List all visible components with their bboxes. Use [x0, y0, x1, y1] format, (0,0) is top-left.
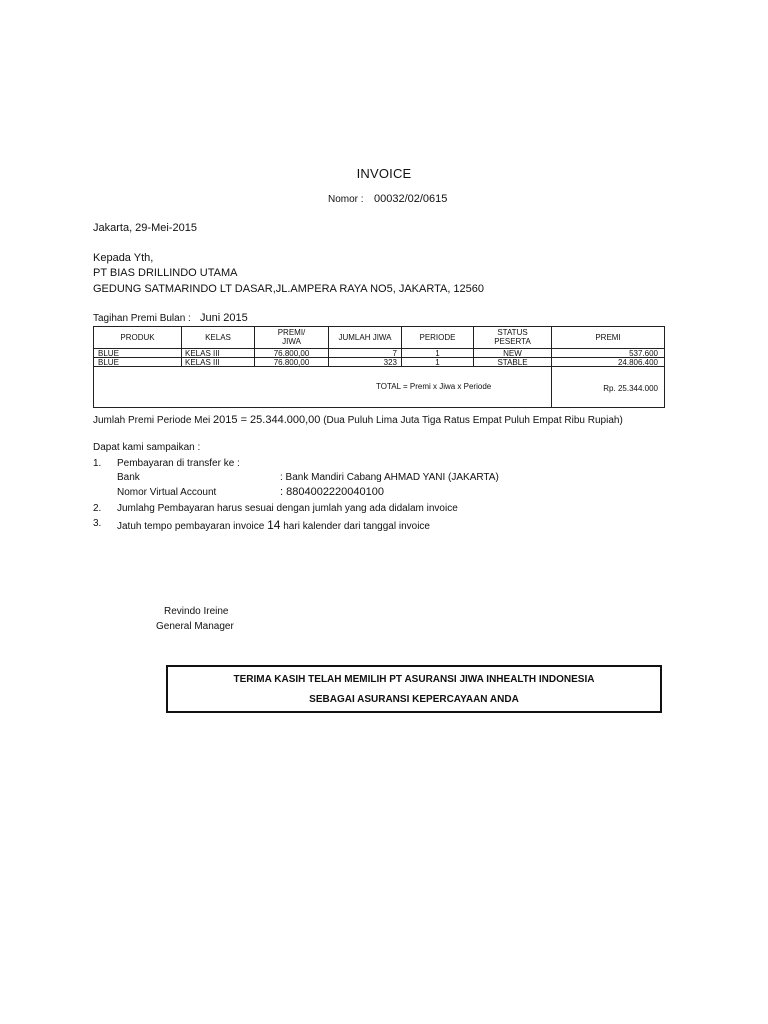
table-cell: 1 — [435, 349, 440, 358]
table-header-kelas: KELAS — [205, 333, 231, 342]
table-header-periode: PERIODE — [419, 333, 456, 342]
table-cell: KELAS III — [185, 349, 220, 358]
list-item-text: Pembayaran di transfer ke : — [117, 458, 240, 469]
thank-you-box — [166, 665, 662, 713]
summary-label: Jumlah Premi Periode Mei — [93, 415, 211, 426]
recipient-greeting: Kepada Yth, — [93, 252, 154, 264]
invoice-title: INVOICE — [356, 166, 412, 181]
due-days: 14 — [267, 518, 281, 532]
table-cell: 76.800,00 — [273, 358, 310, 367]
table-cell: 24.806.400 — [617, 358, 658, 367]
table-cell: BLUE — [98, 349, 119, 358]
list-item-text — [117, 518, 430, 532]
signer-name: Revindo Ireine — [164, 606, 229, 617]
premium-table — [93, 326, 665, 408]
invoice-number-value: 00032/02/0615 — [374, 193, 448, 205]
recipient-company: PT BIAS DRILLINDO UTAMA — [93, 267, 238, 279]
thank-you-line-2: SEBAGAI ASURANSI KEPERCAYAAN ANDA — [309, 694, 519, 705]
list-item-number: 2. — [93, 503, 102, 514]
table-header-premi-jiwa: PREMI/ JIWA — [277, 328, 306, 346]
invoice-number-label: Nomor : — [328, 194, 364, 205]
thank-you-line-1: TERIMA KASIH TELAH MEMILIH PT ASURANSI JIWA INHEALTH INDONESIA — [233, 674, 595, 685]
summary-amount: 2015 = 25.344.000,00 — [213, 414, 321, 426]
table-cell: 1 — [435, 358, 440, 367]
list-item-text: Jumlahg Pembayaran harus sesuai dengan jumlah yang ada didalam invoice — [117, 503, 458, 514]
table-header-status: STATUS PESERTA — [494, 328, 531, 346]
table-cell: 537.600 — [629, 349, 658, 358]
table-cell: KELAS III — [185, 358, 220, 367]
summary-line — [93, 414, 623, 426]
table-cell: 76.800,00 — [273, 349, 310, 358]
bank-value: : Bank Mandiri Cabang AHMAD YANI (JAKARTA) — [280, 472, 499, 483]
table-cell: NEW — [503, 349, 522, 358]
signer-title: General Manager — [156, 621, 234, 632]
table-header-jumlah-jiwa: JUMLAH JIWA — [338, 333, 392, 342]
summary-words: (Dua Puluh Lima Juta Tiga Ratus Empat Puluh Empat Ribu Rupiah) — [323, 415, 623, 426]
table-cell: STABLE — [497, 358, 528, 367]
virtual-account-label: Nomor Virtual Account — [117, 487, 217, 498]
billing-month-value: Juni 2015 — [200, 312, 248, 324]
list-item-number: 3. — [93, 518, 102, 529]
bank-label: Bank — [117, 472, 140, 483]
notes-intro: Dapat kami sampaikan : — [93, 442, 201, 453]
total-value: Rp. 25.344.000 — [603, 384, 658, 393]
table-cell: 323 — [383, 358, 397, 367]
table-cell: 7 — [392, 349, 397, 358]
list-item-number: 1. — [93, 458, 102, 469]
table-header-produk: PRODUK — [120, 333, 155, 342]
billing-month-label: Tagihan Premi Bulan : — [93, 313, 191, 324]
virtual-account-value: : 8804002220040100 — [280, 486, 384, 498]
recipient-address: GEDUNG SATMARINDO LT DASAR,JL.AMPERA RAYA NO5, JAKARTA, 12560 — [93, 283, 485, 295]
due-text-a: Jatuh tempo pembayaran invoice — [117, 521, 265, 532]
table-cell: BLUE — [98, 358, 119, 367]
invoice-date: Jakarta, 29-Mei-2015 — [93, 222, 197, 234]
due-text-b: hari kalender dari tanggal invoice — [283, 521, 430, 532]
total-formula: TOTAL = Premi x Jiwa x Periode — [376, 382, 492, 391]
table-header-premi: PREMI — [595, 333, 621, 342]
